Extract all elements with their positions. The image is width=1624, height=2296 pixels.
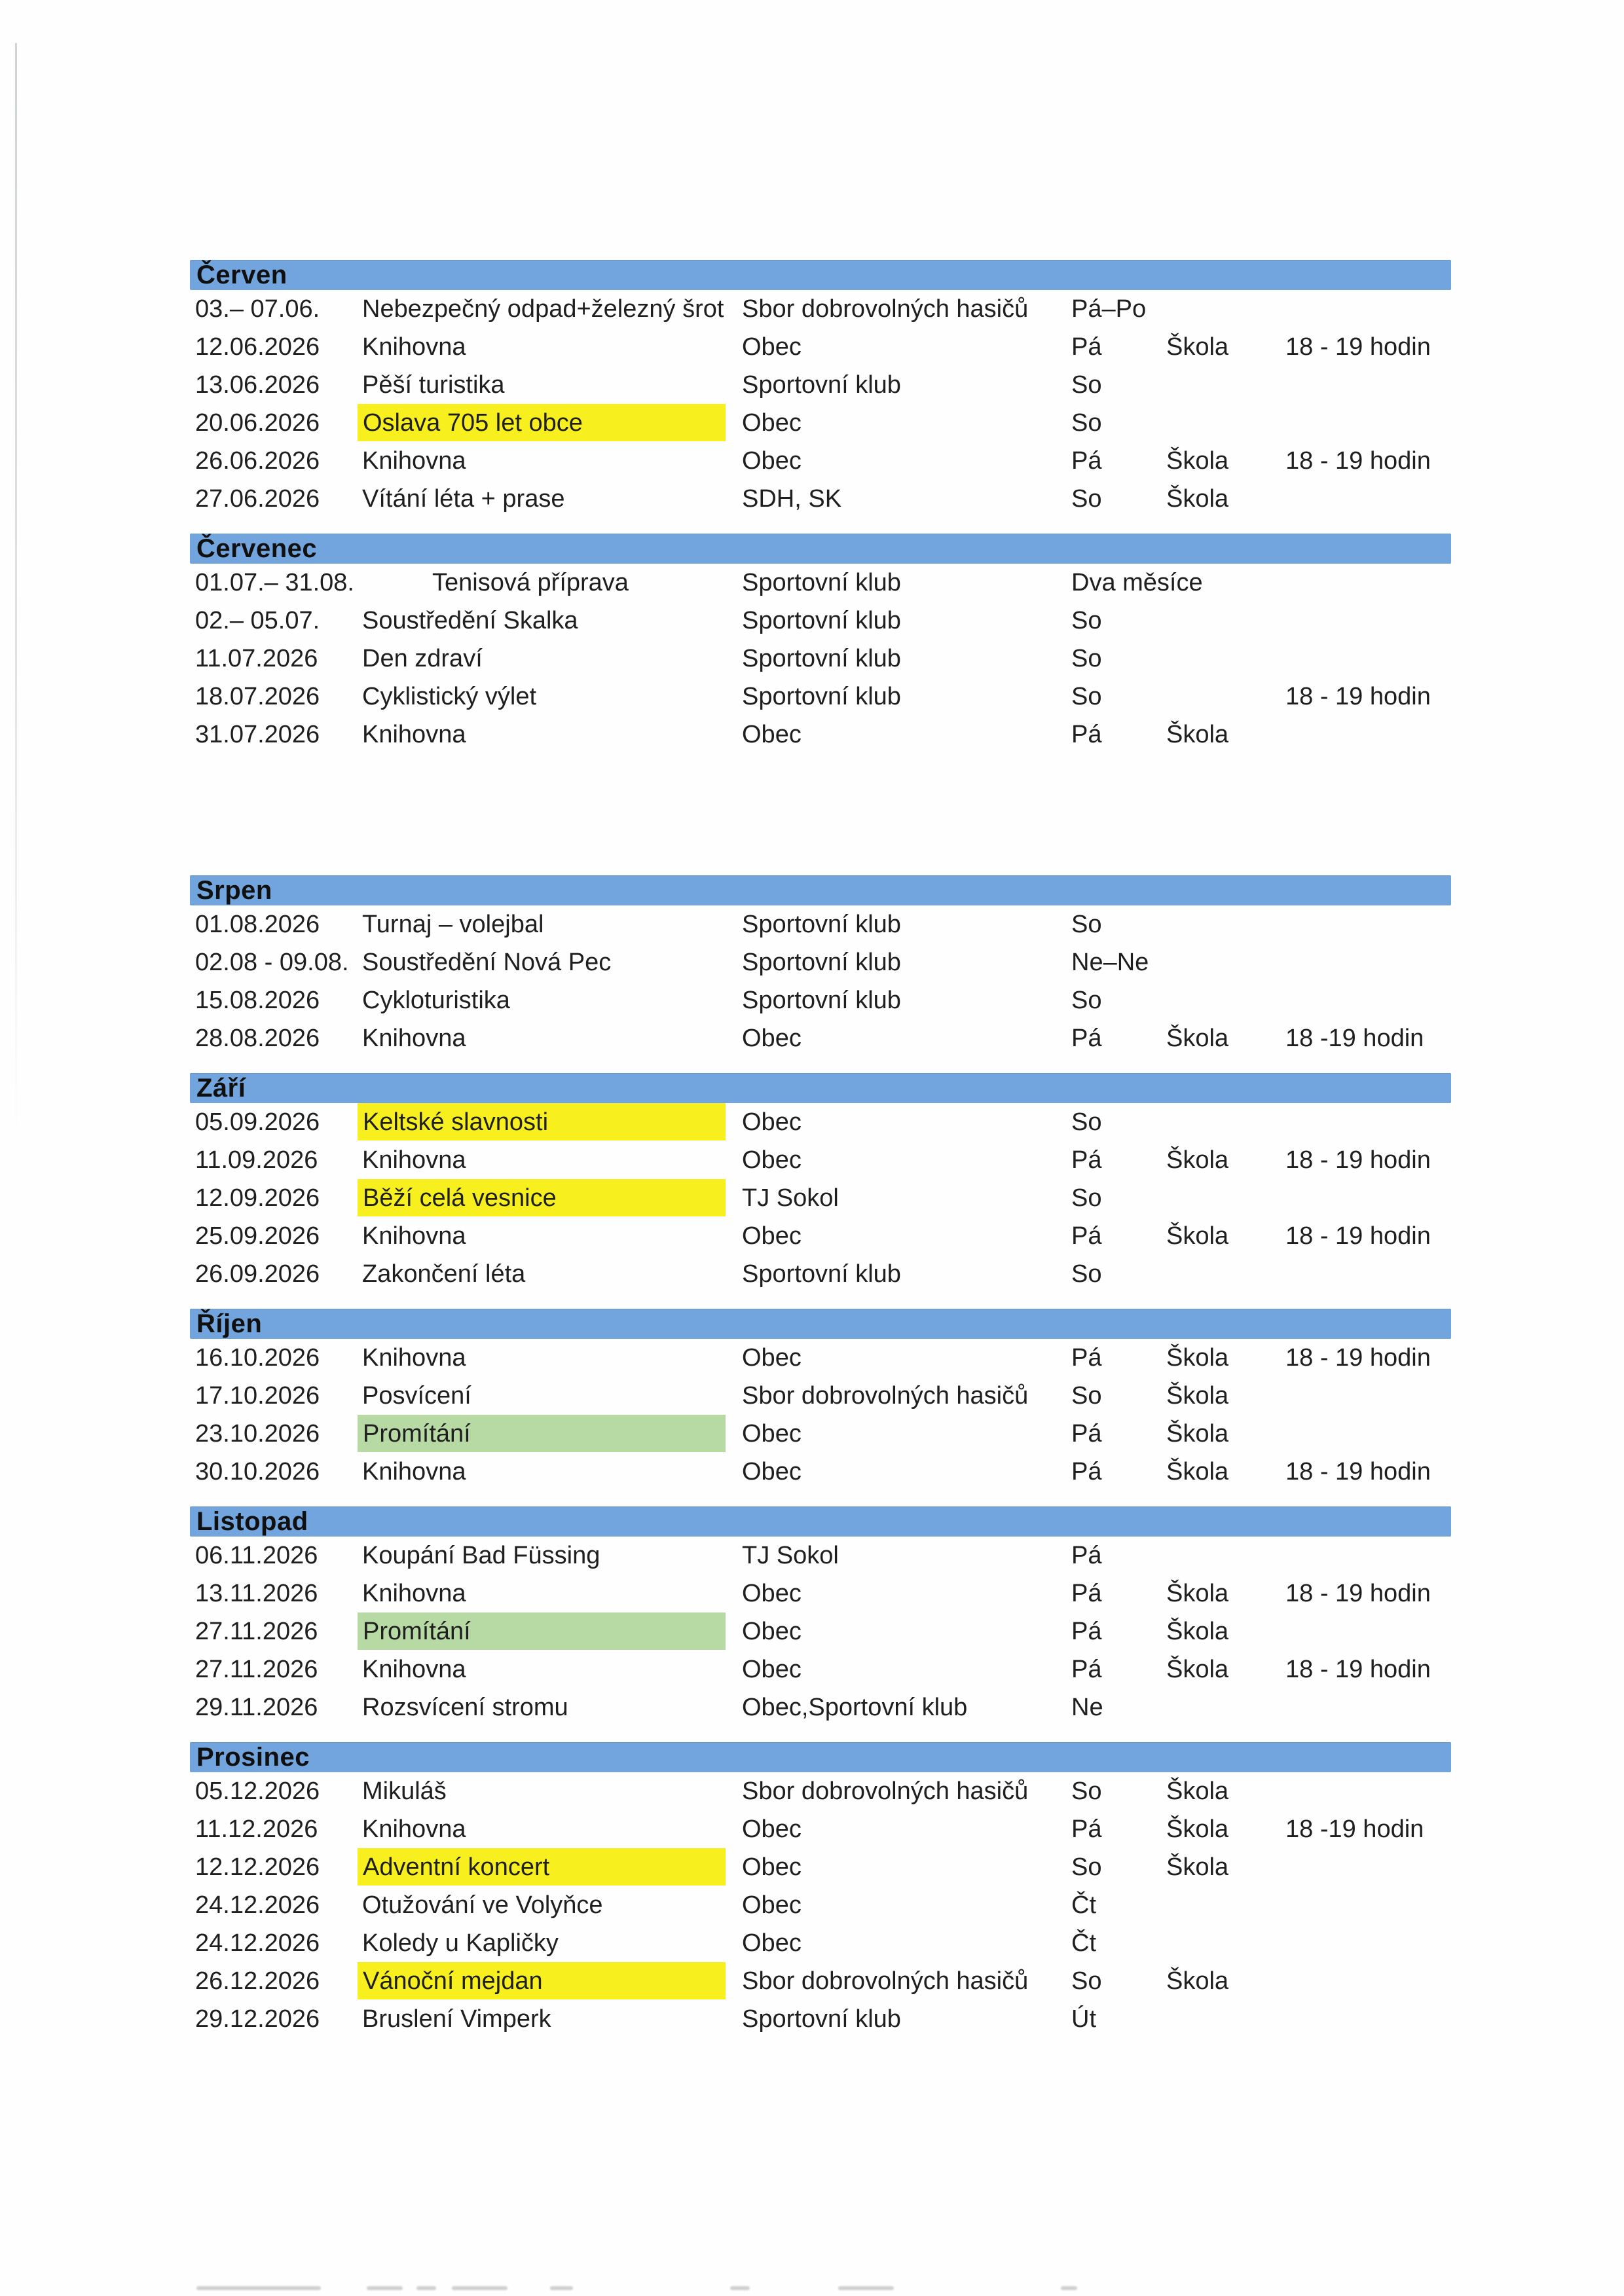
event-date: 02.08 - 09.08. [195,949,349,976]
event-name: Cykloturistika [362,987,510,1014]
event-organizer: Sportovní klub [742,645,901,672]
event-name: Mikuláš [362,1777,447,1805]
month-header-rijen [190,1309,1451,1339]
event-date: 28.08.2026 [195,1025,320,1052]
clipped-text-fragment [196,2286,321,2290]
table-row [190,1688,1451,1726]
event-organizer: Obec [742,333,802,361]
event-date: 24.12.2026 [195,1891,320,1919]
event-place: Škola [1166,485,1229,513]
table-row [190,981,1451,1019]
event-organizer: Sportovní klub [742,987,901,1014]
event-organizer: TJ Sokol [742,1184,839,1212]
table-row [190,1924,1451,1962]
month-header-listopad [190,1506,1451,1537]
event-time: 18 - 19 hodin [1285,1222,1431,1250]
event-date: 11.09.2026 [195,1146,318,1174]
event-place: Škola [1166,721,1229,748]
event-time: 18 - 19 hodin [1285,447,1431,475]
event-date: 20.06.2026 [195,409,320,437]
event-name: Nebezpečný odpad+železný šrot [362,295,724,323]
event-organizer: Obec [742,447,802,475]
month-label: Červen [196,261,287,289]
table-row [190,640,1451,678]
event-date: 12.09.2026 [195,1184,320,1212]
event-organizer: Sportovní klub [742,1260,901,1288]
event-name: Promítání [358,1415,726,1452]
event-date: 24.12.2026 [195,1929,320,1957]
event-name: Promítání [358,1613,726,1650]
table-row [190,1377,1451,1415]
event-date: 06.11.2026 [195,1542,318,1569]
event-name: Tenisová příprava [432,569,629,596]
event-time: 18 - 19 hodin [1285,1344,1431,1372]
event-date: 13.06.2026 [195,371,320,399]
event-place: Škola [1166,1344,1229,1372]
event-date: 27.06.2026 [195,485,320,513]
event-organizer: TJ Sokol [742,1542,839,1569]
table-row [190,290,1451,328]
event-day: So [1071,1260,1102,1288]
event-place: Škola [1166,1618,1229,1645]
event-place: Škola [1166,1420,1229,1448]
table-row [190,1255,1451,1293]
event-organizer: Obec [742,1891,802,1919]
table-row [190,404,1451,442]
event-day: So [1071,371,1102,399]
table-row [190,602,1451,640]
event-name: Knihovna [362,447,466,475]
clipped-text-fragment [452,2286,507,2290]
event-time: 18 -19 hodin [1285,1815,1424,1843]
event-date: 27.11.2026 [195,1618,318,1645]
table-row [190,1141,1451,1179]
event-place: Škola [1166,1853,1229,1881]
event-day: Dva měsíce [1071,569,1203,596]
event-name: Turnaj – volejbal [362,911,544,938]
event-date: 23.10.2026 [195,1420,320,1448]
event-day: So [1071,683,1102,710]
event-name: Knihovna [362,1222,466,1250]
event-name: Knihovna [362,1025,466,1052]
event-date: 30.10.2026 [195,1458,320,1485]
event-name: Den zdraví [362,645,483,672]
month-label: Prosinec [196,1743,310,1772]
event-day: So [1071,1777,1102,1805]
event-name: Otužování ve Volyňce [362,1891,603,1919]
page-bottom-clipped-row [0,2286,1624,2296]
event-name: Koupání Bad Füssing [362,1542,600,1569]
event-organizer: Obec [742,1580,802,1607]
event-organizer: Sportovní klub [742,949,901,976]
event-name: Keltské slavnosti [358,1103,726,1140]
event-name: Bruslení Vimperk [362,2005,551,2033]
event-name: Knihovna [362,1580,466,1607]
event-date: 25.09.2026 [195,1222,320,1250]
event-place: Škola [1166,333,1229,361]
event-name: Cyklistický výlet [362,683,537,710]
event-day: Pá [1071,1542,1102,1569]
event-name: Knihovna [362,1344,466,1372]
event-organizer: Obec [742,409,802,437]
event-date: 31.07.2026 [195,721,320,748]
event-day: Čt [1071,1891,1096,1919]
event-day: Pá [1071,1458,1102,1485]
event-day: Pá [1071,1656,1102,1683]
event-place: Škola [1166,447,1229,475]
clipped-text-fragment [838,2286,894,2290]
event-time: 18 -19 hodin [1285,1025,1424,1052]
month-label: Říjen [196,1309,263,1338]
table-row [190,716,1451,754]
table-row [190,366,1451,404]
table-row [190,1453,1451,1491]
event-organizer: Sbor dobrovolných hasičů [742,1777,1029,1805]
event-organizer: Sportovní klub [742,2005,901,2033]
event-date: 15.08.2026 [195,987,320,1014]
event-day: Pá [1071,1222,1102,1250]
table-row [190,1339,1451,1377]
event-name: Knihovna [362,1458,466,1485]
event-organizer: Obec [742,1222,802,1250]
event-date: 01.07.– 31.08. [195,569,354,596]
table-row [190,1772,1451,1810]
table-row [190,1613,1451,1650]
event-time: 18 - 19 hodin [1285,1656,1431,1683]
month-header-cerven [190,260,1451,290]
event-day: Pá [1071,447,1102,475]
event-date: 29.11.2026 [195,1694,318,1721]
event-day: So [1071,1853,1102,1881]
table-row [190,328,1451,366]
event-organizer: Sportovní klub [742,911,901,938]
scan-artifact-line [15,43,17,1143]
event-day: So [1071,987,1102,1014]
event-name: Knihovna [362,1146,466,1174]
event-organizer: Obec [742,1815,802,1843]
event-date: 17.10.2026 [195,1382,320,1410]
event-date: 26.09.2026 [195,1260,320,1288]
event-organizer: Sbor dobrovolných hasičů [742,1967,1029,1995]
event-day: So [1071,1108,1102,1136]
event-date: 18.07.2026 [195,683,320,710]
month-header-cervenec [190,534,1451,564]
table-row [190,1575,1451,1613]
event-place: Škola [1166,1382,1229,1410]
event-organizer: Obec [742,1656,802,1683]
event-name: Vítání léta + prase [362,485,565,513]
event-date: 12.06.2026 [195,333,320,361]
event-organizer: Obec [742,721,802,748]
event-place: Škola [1166,1146,1229,1174]
event-date: 12.12.2026 [195,1853,320,1881]
event-day: Ne–Ne [1071,949,1149,976]
event-organizer: Sportovní klub [742,607,901,634]
month-label: Září [196,1074,246,1102]
event-day: Pá [1071,1420,1102,1448]
month-label: Srpen [196,876,272,905]
table-row [190,1537,1451,1575]
event-organizer: Sportovní klub [742,569,901,596]
event-day: So [1071,1382,1102,1410]
event-organizer: Obec [742,1025,802,1052]
clipped-text-fragment [416,2286,436,2290]
event-date: 29.12.2026 [195,2005,320,2033]
event-date: 01.08.2026 [195,911,320,938]
table-row [190,2000,1451,2038]
table-row [190,678,1451,716]
event-organizer: Sportovní klub [742,371,901,399]
event-name: Knihovna [362,721,466,748]
event-organizer: Sportovní klub [742,683,901,710]
event-date: 16.10.2026 [195,1344,320,1372]
event-name: Soustředění Skalka [362,607,578,634]
table-row [190,1650,1451,1688]
event-name: Běží celá vesnice [358,1179,726,1216]
event-name: Knihovna [362,1656,466,1683]
event-date: 13.11.2026 [195,1580,318,1607]
table-row [190,442,1451,480]
event-day: Pá [1071,333,1102,361]
event-day: Pá [1071,1815,1102,1843]
event-day: Čt [1071,1929,1096,1957]
event-organizer: SDH, SK [742,485,842,513]
event-day: So [1071,645,1102,672]
event-date: 11.12.2026 [195,1815,318,1843]
event-name: Pěší turistika [362,371,505,399]
event-name: Soustředění Nová Pec [362,949,612,976]
event-name: Knihovna [362,1815,466,1843]
event-name: Oslava 705 let obce [358,404,726,441]
event-day: Pá [1071,1580,1102,1607]
event-day: Út [1071,2005,1096,2033]
event-place: Škola [1166,1025,1229,1052]
event-time: 18 - 19 hodin [1285,1580,1431,1607]
event-date: 26.12.2026 [195,1967,320,1995]
event-name: Adventní koncert [358,1848,726,1886]
event-organizer: Obec [742,1853,802,1881]
clipped-text-fragment [367,2286,403,2290]
event-organizer: Obec [742,1108,802,1136]
event-organizer: Obec [742,1929,802,1957]
table-row [190,1019,1451,1057]
table-row [190,480,1451,518]
event-day: Pá [1071,1344,1102,1372]
event-place: Škola [1166,1458,1229,1485]
event-day: Pá–Po [1071,295,1147,323]
event-place: Škola [1166,1777,1229,1805]
event-place: Škola [1166,1967,1229,1995]
event-name: Zakončení léta [362,1260,526,1288]
event-organizer: Obec [742,1420,802,1448]
event-time: 18 - 19 hodin [1285,683,1431,710]
event-date: 27.11.2026 [195,1656,318,1683]
event-day: Ne [1071,1694,1103,1721]
month-header-srpen [190,875,1451,905]
event-time: 18 - 19 hodin [1285,333,1431,361]
clipped-text-fragment [730,2286,750,2290]
table-row [190,1179,1451,1217]
event-day: So [1071,911,1102,938]
table-row [190,1810,1451,1848]
event-place: Škola [1166,1222,1229,1250]
event-date: 03.– 07.06. [195,295,320,323]
table-row [190,1886,1451,1924]
event-day: Pá [1071,1618,1102,1645]
event-place: Škola [1166,1580,1229,1607]
month-header-prosinec [190,1742,1451,1772]
event-organizer: Obec [742,1618,802,1645]
event-organizer: Sbor dobrovolných hasičů [742,1382,1029,1410]
clipped-text-fragment [1061,2286,1077,2290]
month-header-zari [190,1073,1451,1103]
event-day: So [1071,1967,1102,1995]
clipped-text-fragment [550,2286,573,2290]
event-organizer: Sbor dobrovolných hasičů [742,295,1029,323]
table-row [190,1103,1451,1141]
event-name: Koledy u Kapličky [362,1929,559,1957]
event-organizer: Obec [742,1344,802,1372]
event-name: Posvícení [362,1382,471,1410]
event-day: So [1071,607,1102,634]
table-row [190,1217,1451,1255]
event-name: Vánoční mejdan [358,1962,726,1999]
event-day: Pá [1071,721,1102,748]
table-row [190,905,1451,943]
month-label: Červenec [196,534,318,563]
event-date: 26.06.2026 [195,447,320,475]
event-organizer: Obec [742,1146,802,1174]
event-day: So [1071,485,1102,513]
event-organizer: Obec [742,1458,802,1485]
event-date: 11.07.2026 [195,645,318,672]
table-row [190,943,1451,981]
event-day: Pá [1071,1025,1102,1052]
table-row [190,1415,1451,1453]
event-day: So [1071,1184,1102,1212]
events-table [190,260,1451,2038]
table-row [190,1962,1451,2000]
event-organizer: Obec,Sportovní klub [742,1694,968,1721]
event-day: So [1071,409,1102,437]
event-name: Rozsvícení stromu [362,1694,568,1721]
event-date: 05.12.2026 [195,1777,320,1805]
event-time: 18 - 19 hodin [1285,1458,1431,1485]
event-time: 18 - 19 hodin [1285,1146,1431,1174]
event-name: Knihovna [362,333,466,361]
event-date: 02.– 05.07. [195,607,320,634]
table-row [190,1848,1451,1886]
event-place: Škola [1166,1656,1229,1683]
month-label: Listopad [196,1507,308,1536]
table-row [190,564,1451,602]
event-day: Pá [1071,1146,1102,1174]
event-place: Škola [1166,1815,1229,1843]
event-date: 05.09.2026 [195,1108,320,1136]
